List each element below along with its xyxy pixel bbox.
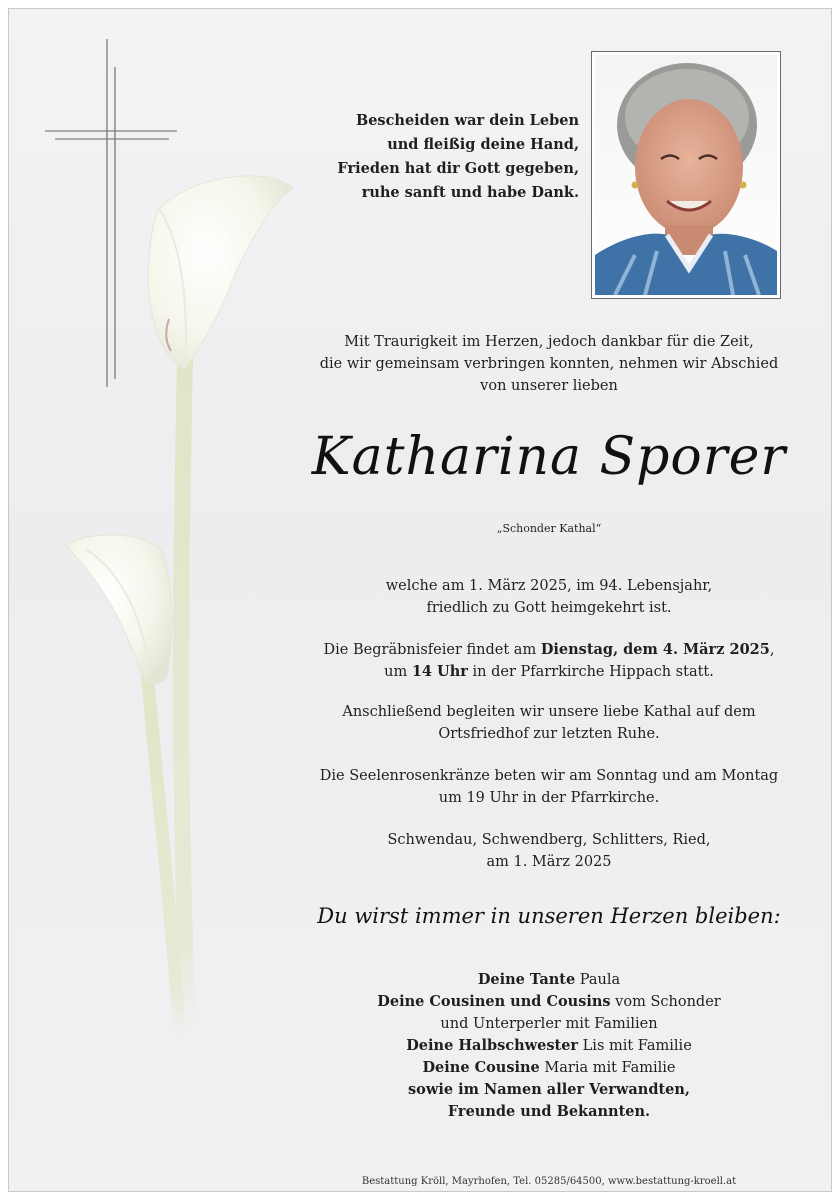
verse-line: ruhe sanft und habe Dank. xyxy=(361,184,579,201)
verse-line: Frieden hat dir Gott gegeben, xyxy=(337,160,579,177)
portrait-photo xyxy=(591,51,781,299)
funeral-time: 14 Uhr xyxy=(411,663,468,680)
mourner-relation: Deine Halbschwester xyxy=(406,1037,579,1054)
mourner-relation: Deine Tante xyxy=(477,971,576,988)
portrait-image xyxy=(595,55,777,295)
mourner-names: Paula xyxy=(575,972,621,988)
place-line: Schwendau, Schwendberg, Schlitters, Ried, xyxy=(387,832,711,848)
death-notice-line: friedlich zu Gott heimgekehrt ist. xyxy=(426,600,672,616)
intro-line: Mit Traurigkeit im Herzen, jedoch dankbar für die Zeit, xyxy=(344,334,754,350)
mourner-line xyxy=(299,1035,799,1057)
death-notice-line: welche am 1. März 2025, im 94. Lebensjahr, xyxy=(385,578,713,594)
mourner-line xyxy=(299,1057,799,1079)
rosary-line: um 19 Uhr in der Pfarrkirche. xyxy=(438,790,660,806)
burial-info xyxy=(299,701,799,745)
mourner-line xyxy=(299,1079,799,1101)
mourner-closing: sowie im Namen aller Verwandten, xyxy=(408,1081,690,1098)
funeral-date-line xyxy=(299,639,799,661)
calla-lily-illustration xyxy=(49,169,309,1049)
date-line: am 1. März 2025 xyxy=(486,854,612,870)
deceased-name: Katharina Sporer xyxy=(311,427,787,487)
mourner-names: vom Schonder xyxy=(610,994,721,1010)
memorial-verse xyxy=(309,109,579,205)
funeral-pre-text: Die Begräbnisfeier findet am xyxy=(323,642,541,658)
funeral-info xyxy=(299,639,799,683)
intro-line: von unserer lieben xyxy=(480,378,618,394)
funeral-time-pre: um xyxy=(384,664,412,680)
funeral-location: in der Pfarrkirche Hippach statt. xyxy=(467,664,714,680)
mourner-names: Lis mit Familie xyxy=(578,1038,692,1054)
rosary-line: Die Seelenrosenkränze beten wir am Sonntag und am Montag xyxy=(319,768,779,784)
intro-line: die wir gemeinsam verbringen konnten, nehmen wir Abschied xyxy=(319,356,779,372)
intro-text xyxy=(299,331,799,397)
mourner-names: Maria mit Familie xyxy=(539,1060,676,1076)
burial-line: Ortsfriedhof zur letzten Ruhe. xyxy=(438,726,660,742)
funeral-home-footer: Bestattung Kröll, Mayrhofen, Tel. 05285/64500, www.bestattung-kroell.at xyxy=(361,1176,737,1187)
place-date xyxy=(299,829,799,873)
verse-line: Bescheiden war dein Leben xyxy=(355,112,579,129)
mourner-relation: Deine Cousinen und Cousins xyxy=(377,993,611,1010)
funeral-post-text: , xyxy=(769,642,775,658)
memorial-motto: Du wirst immer in unseren Herzen bleiben: xyxy=(317,904,781,928)
verse-line: und fleißig deine Hand, xyxy=(387,136,579,153)
mourner-line xyxy=(299,1101,799,1123)
obituary-card xyxy=(8,8,832,1192)
mourner-line: und Unterperler mit Familien xyxy=(440,1016,658,1032)
death-notice xyxy=(299,575,799,619)
funeral-time-line xyxy=(299,661,799,683)
burial-line: Anschließend begleiten wir unsere liebe Kathal auf dem xyxy=(342,704,756,720)
deceased-nickname: „Schonder Kathal“ xyxy=(496,522,602,535)
mourners-list xyxy=(299,969,799,1123)
mourner-line xyxy=(299,991,799,1013)
mourner-closing: Freunde und Bekannten. xyxy=(447,1103,651,1120)
rosary-info xyxy=(299,765,799,809)
mourner-relation: Deine Cousine xyxy=(422,1059,540,1076)
mourner-line xyxy=(299,969,799,991)
funeral-date: Dienstag, dem 4. März 2025 xyxy=(540,641,770,658)
